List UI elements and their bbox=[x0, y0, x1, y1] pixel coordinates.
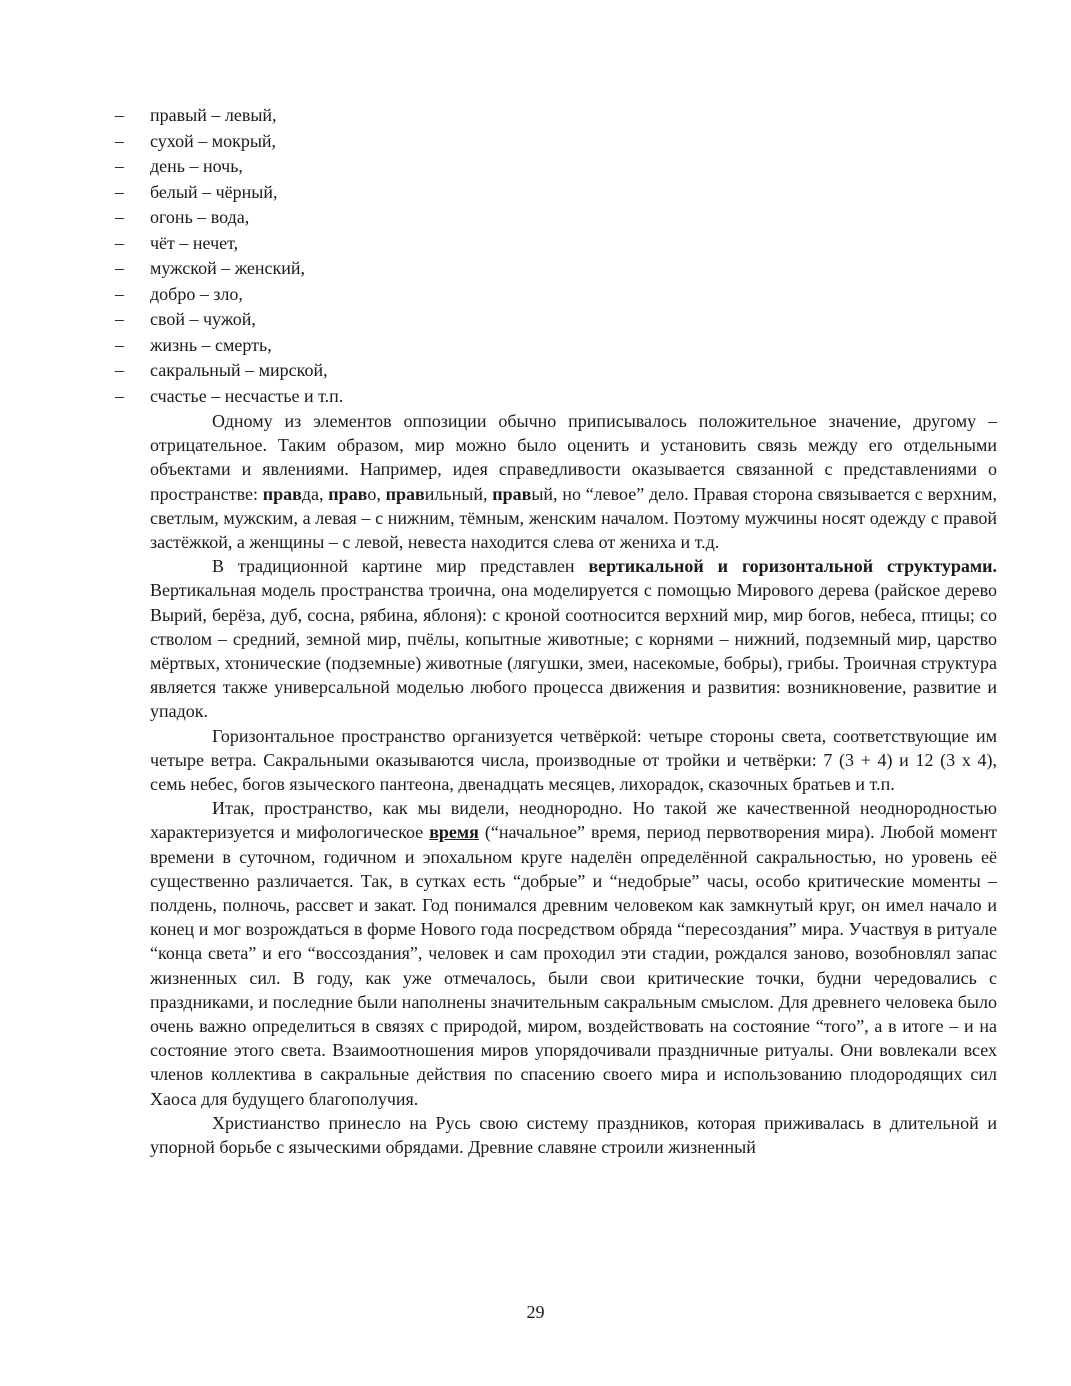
list-dash: – bbox=[115, 156, 124, 176]
list-item bbox=[115, 103, 343, 129]
paragraph-mythological-time bbox=[150, 796, 997, 1111]
list-item-text: жизнь – смерть, bbox=[150, 334, 272, 355]
paragraph-horizontal-space: Горизонтальное пространство организуется четвёркой: четыре стороны света, соответствующие им четыре ветра. Сакральными оказываются числа, производные от тройки и четвёрки: 7 (3 + 4) и 12 (3 х 4), семь небес, богов языческого пантеона, двенадцать месяцев, лихорадок, сказочных братьев и т.п. bbox=[150, 725, 997, 795]
text-run: Одному из элементов оппозиции обычно приписывалось положительное значение, другому – отрицательное. Таким образом, мир можно было оценить и установить связь между его отдельными объектами и явлениями. Например, идея справедливости оказывается связанной с представлениями о пространстве: bbox=[150, 411, 997, 504]
list-item bbox=[115, 231, 343, 257]
text-run: Итак, пространство, как мы видели, неоднородно. Но такой же качественной неоднородностью характеризуется и мифологическое bbox=[150, 798, 997, 843]
list-item bbox=[115, 333, 343, 359]
list-item-text: белый – чёрный, bbox=[150, 181, 278, 202]
paragraph-vertical-structure bbox=[150, 554, 997, 723]
text-run: о, bbox=[367, 483, 386, 504]
text-run: но “левое” дело. Правая сторона связывается с верхним, светлым, мужским, а левая – с нижним, тёмным, женским началом. Поэтому мужчины носят одежду с правой застёжкой, а женщины – с левой, невеста находится слева от жениха и т.д. bbox=[150, 483, 997, 553]
list-item bbox=[115, 256, 343, 282]
text-run: (“начальное” время, период первотворения мира). Любой момент времени в суточном, годичном и эпохальном круге наделён определённой сакральностью, но уровень её существенно различается. Так, в сутках есть “добрые” и “недобрые” часы, особо критические моменты – полдень, полночь, рассвет и закат. Год понимался древним человеком как замкнутый круг, он имел начало и конец и мог возрождаться в форме Нового года посредством обряда “пересоздания” мира. Участвуя в ритуале “конца света” и его “воссоздания”, человек и сам проходил эти стадии, рождался заново, возобновлял запас жизненных сил. В году, как уже отмечалось, были свои критические точки, будни чередовались с праздниками, и последние были наполнены значительным сакральным смыслом. Для древнего человека было очень важно определиться в связях с природой, миром, воздействовать на состояние “того”, а в итоге – и на состояние этого света. Взаимоотношения миров упорядочивали праздничные ритуалы. Они вовлекали всех членов коллектива в сакральные действия по спасению своего мира и использованию плодородящих сил Хаоса для будущего благополучия. bbox=[150, 822, 997, 1109]
text-run: ильный, bbox=[424, 483, 493, 504]
list-item-text: мужской – женский, bbox=[150, 258, 306, 278]
bold-root: прав bbox=[492, 483, 532, 504]
list-item-text: чёт – нечет, bbox=[150, 232, 239, 253]
list-item bbox=[115, 154, 343, 180]
list-dash: – bbox=[115, 130, 124, 151]
page-number: 29 bbox=[526, 1302, 545, 1322]
list-item bbox=[115, 129, 343, 155]
list-dash: – bbox=[115, 283, 124, 304]
list-item-text: добро – зло, bbox=[150, 283, 243, 304]
list-dash: – bbox=[115, 309, 124, 329]
paragraph-opposition-values bbox=[150, 409, 997, 554]
text-run: В традиционной картине мир представлен bbox=[212, 556, 589, 577]
list-item bbox=[115, 384, 343, 410]
list-item bbox=[115, 282, 343, 308]
opposition-list bbox=[115, 103, 343, 409]
list-dash: – bbox=[115, 181, 124, 202]
text-run: да, bbox=[301, 483, 329, 504]
list-item-text: правый – левый, bbox=[150, 105, 277, 125]
paragraph-christianity: Христианство принесло на Русь свою систему праздников, которая приживалась в длительной и упорной борьбе с языческими обрядами. Древние славяне строили жизненный bbox=[150, 1112, 997, 1158]
list-item-text: сакральный – мирской, bbox=[150, 360, 328, 380]
list-item-text: огонь – вода, bbox=[150, 207, 250, 227]
bold-root: прав bbox=[328, 483, 368, 504]
list-item bbox=[115, 307, 343, 333]
list-dash: – bbox=[115, 360, 124, 380]
list-item bbox=[115, 205, 343, 231]
list-dash: – bbox=[115, 258, 124, 278]
list-item-text: день – ночь, bbox=[150, 156, 243, 176]
list-dash: – bbox=[115, 385, 124, 406]
text-run: ый, bbox=[531, 483, 563, 504]
text-run: Вертикальная модель пространства троична, она моделируется с помощью Мирового дерева (райское дерево Вырий, берёза, дуб, сосна, рябина, яблоня): с кроной соотносится верхний мир, мир богов, небеса, птицы; со стволом – средний, земной мир, пчёлы, копытные животные; с корнями – нижний, подземный мир, царство мёртвых, хтонические (подземные) животные (лягушки, змеи, насекомые, бобры), грибы. Троичная структура является также универсальной моделью любого процесса движения и развития: возникновение, развитие и упадок. bbox=[150, 580, 997, 722]
list-dash: – bbox=[115, 334, 124, 355]
bold-root: прав bbox=[385, 483, 425, 504]
list-item-text: счастье – несчастье и т.п. bbox=[150, 385, 344, 406]
list-item bbox=[115, 358, 343, 384]
list-item bbox=[115, 180, 343, 206]
list-dash: – bbox=[115, 232, 124, 253]
bold-underlined-term: время bbox=[429, 822, 479, 843]
list-dash: – bbox=[115, 207, 124, 227]
list-item-text: свой – чужой, bbox=[150, 309, 256, 329]
list-dash: – bbox=[115, 105, 124, 125]
body-text bbox=[150, 409, 997, 1159]
bold-root: прав bbox=[262, 483, 302, 504]
list-item-text: сухой – мокрый, bbox=[150, 130, 277, 151]
bold-term: вертикальной и горизонтальной структурами. bbox=[588, 556, 998, 577]
